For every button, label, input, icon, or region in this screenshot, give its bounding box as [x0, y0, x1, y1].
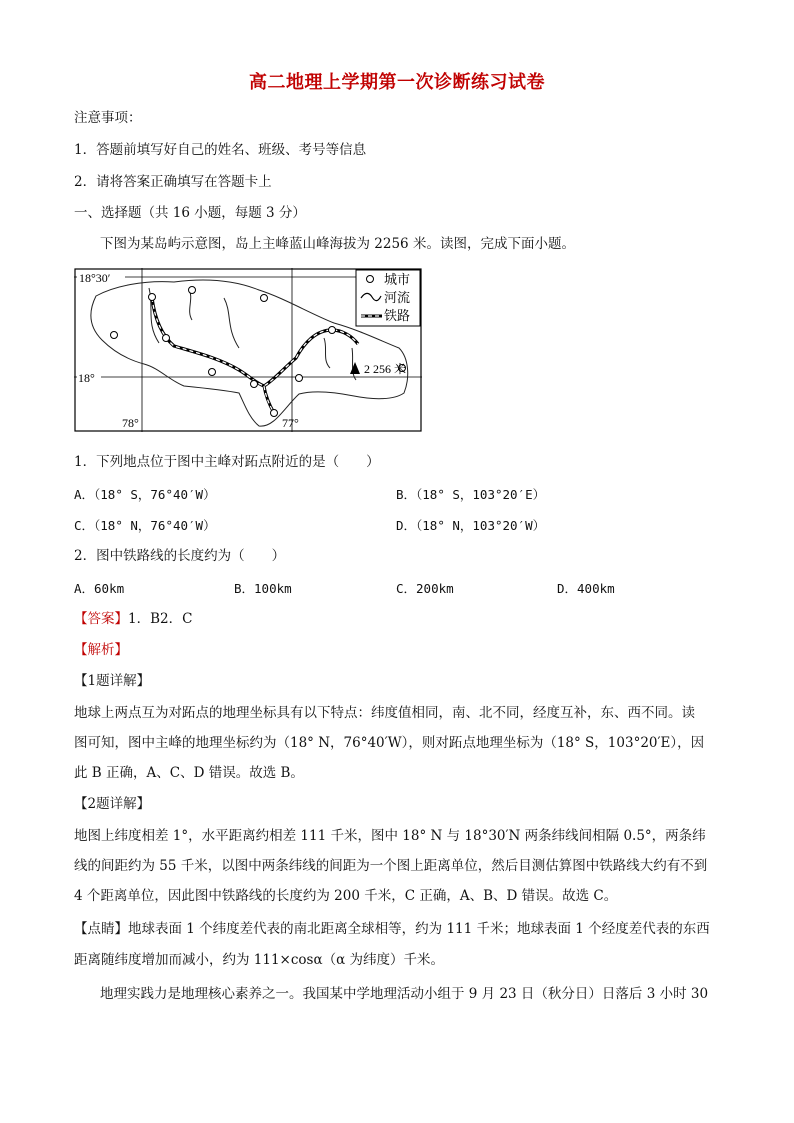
- analysis-tag: 【解析】: [74, 642, 128, 658]
- question-2-option-b: B．100km: [234, 581, 292, 596]
- lon-label-left: 78°: [122, 416, 139, 430]
- city-marker: [251, 381, 258, 388]
- tip-text: 地球表面 1 个纬度差代表的南北距离全球相等，约为 111 千米；地球表面 1 个经度差代表的东西: [128, 921, 710, 937]
- city-marker: [329, 327, 336, 334]
- map-intro: 下图为某岛屿示意图，岛上主峰蓝山峰海拔为 2256 米。读图，完成下面小题。: [100, 236, 575, 252]
- island-map: [74, 268, 422, 432]
- city-marker: [261, 295, 268, 302]
- city-marker: [296, 375, 303, 382]
- question-1-option-c: C．（18° N，76°40′W）: [74, 518, 216, 533]
- answer-line: [74, 609, 192, 629]
- city-marker: [271, 410, 278, 417]
- question-2-stem: 2．图中铁路线的长度约为（ ）: [74, 548, 286, 564]
- city-marker: [209, 369, 216, 376]
- detail-1-tag: 【1题详解】: [74, 673, 151, 689]
- legend-city-label: 城市: [384, 272, 411, 287]
- legend-river-label: 河流: [384, 290, 411, 305]
- lat-label-mid: 18°: [78, 371, 95, 385]
- detail-1-line: 此 B 正确，A、C、D 错误。故选 B。: [74, 765, 304, 781]
- notice-item-2: 2．请将答案正确填写在答题卡上: [74, 174, 272, 190]
- detail-2-line: 线的间距约为 55 千米，以图中两条纬线的间距为一个图上距离单位，然后目测估算图中铁路线大约有不到: [74, 858, 708, 874]
- question-1-option-b: B．（18° S，103°20′E）: [396, 487, 546, 502]
- question-1-stem: 1．下列地点位于图中主峰对跖点附近的是（ ）: [74, 454, 380, 470]
- next-passage: 地理实践力是地理核心素养之一。我国某中学地理活动小组于 9 月 23 日（秋分日）日落后 3 小时 30: [100, 986, 709, 1002]
- legend-rail-label: 铁路: [384, 308, 411, 323]
- tip-line: [74, 919, 710, 939]
- question-2-option-d: D．400km: [557, 581, 615, 596]
- answer-tag: 【答案】: [74, 611, 128, 627]
- legend-city-icon: [367, 276, 374, 283]
- question-2-option-a: A．60km: [74, 581, 125, 596]
- question-2-option-c: C．200km: [396, 581, 454, 596]
- city-marker: [149, 294, 156, 301]
- detail-1-line: 地球上两点互为对跖点的地理坐标具有以下特点：纬度值相同，南、北不同，经度互补，东、西不同。读: [74, 705, 695, 721]
- detail-2-line: 地图上纬度相差 1°，水平距离约相差 111 千米，图中 18° N 与 18°30′N 两条纬线间相隔 0.5°，两条纬: [74, 828, 706, 844]
- lon-label-right: 77°: [282, 416, 299, 430]
- lat-label-top: 18°30′: [79, 271, 111, 285]
- city-marker: [163, 335, 170, 342]
- notice-item-1: 1．答题前填写好自己的姓名、班级、考号等信息: [74, 142, 367, 158]
- tip-line-2: 距离随纬度增加而减小，约为 111×cosα（α 为纬度）千米。: [74, 952, 445, 968]
- peak-label: 2 256 米: [364, 362, 407, 376]
- tip-tag: 【点睛】: [74, 921, 128, 937]
- answer-text: 1．B2．C: [128, 611, 193, 627]
- section-heading: 一、选择题（共 16 小题，每题 3 分）: [74, 205, 306, 221]
- detail-2-tag: 【2题详解】: [74, 796, 151, 812]
- city-marker: [111, 332, 118, 339]
- detail-2-line: 4 个距离单位，因此图中铁路线的长度约为 200 千米，C 正确，A、B、D 错误。故选 C。: [74, 888, 618, 904]
- question-1-option-a: A．（18° S，76°40′W）: [74, 487, 216, 502]
- city-marker: [189, 287, 196, 294]
- page-title: 高二地理上学期第一次诊断练习试卷: [249, 72, 545, 93]
- notice-heading: 注意事项：: [74, 110, 142, 126]
- question-1-option-d: D．（18° N，103°20′W）: [396, 518, 546, 533]
- detail-1-line: 图可知，图中主峰的地理坐标约为（18° N，76°40′W），则对跖点地理坐标为（18° S，103°20′E），因: [74, 735, 705, 751]
